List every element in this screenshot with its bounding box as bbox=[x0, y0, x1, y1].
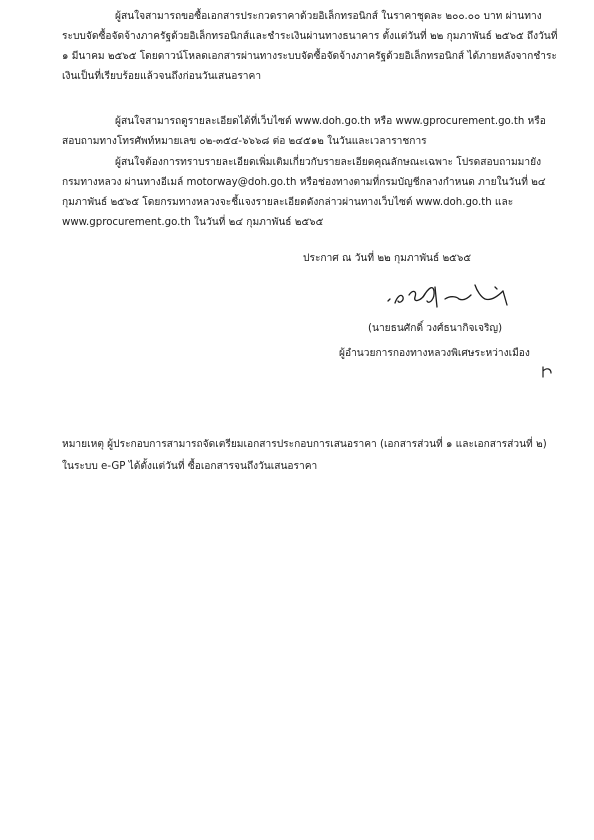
note-line-2: ในระบบ e-GP ได้ตั้งแต่วันที่ ซื้อเอกสารจนถึงวันเสนอราคา bbox=[62, 461, 318, 472]
signer-title: ผู้อำนวยการกองทางหลวงพิเศษระหว่างเมือง bbox=[339, 348, 530, 359]
paragraph-1-line-1: ผู้สนใจสามารถขอซื้อเอกสารประกวดราคาด้วยอิเล็กทรอนิกส์ ในราคาชุดละ ๒๐๐.๐๐ บาท ผ่านทาง bbox=[115, 11, 542, 22]
paragraph-2-line-1: ผู้สนใจสามารถดูรายละเอียดได้ที่เว็บไซต์ www.doh.go.th หรือ www.gprocurement.go.th หรือ bbox=[115, 116, 546, 127]
paragraph-3-line-1: ผู้สนใจต้องการทราบรายละเอียดเพิ่มเติมเกี่ยวกับรายละเอียดคุณลักษณะเฉพาะ โปรดสอบถามมายัง bbox=[115, 157, 542, 168]
note-line-1: หมายเหตุ ผู้ประกอบการสามารถจัดเตรียมเอกสารประกอบการเสนอราคา (เอกสารส่วนที่ ๑ และเอกสารส่วนที่ ๒) bbox=[62, 439, 547, 450]
paragraph-1-line-4: เงินเป็นที่เรียบร้อยแล้วจนถึงก่อนวันเสนอราคา bbox=[62, 71, 262, 82]
paragraph-3-line-2: กรมทางหลวง ผ่านทางอีเมล์ motorway@doh.go.th หรือช่องทางตามที่กรมบัญชีกลางกำหนด ภายในวันที่ ๒๔ bbox=[62, 177, 546, 188]
signature-image bbox=[385, 277, 535, 315]
paragraph-1-line-2: ระบบจัดซื้อจัดจ้างภาครัฐด้วยอิเล็กทรอนิกส์และชำระเงินผ่านทางธนาคาร ตั้งแต่วันที่ ๒๒ กุมภาพันธ์ ๒๕๖๕ ถึงวันที่ bbox=[62, 31, 558, 42]
paragraph-3-line-3: กุมภาพันธ์ ๒๕๖๕ โดยกรมทางหลวงจะชี้แจงรายละเอียดดังกล่าวผ่านทางเว็บไซต์ www.doh.go.th และ bbox=[62, 197, 514, 208]
paragraph-1-line-3: ๑ มีนาคม ๒๕๖๕ โดยดาวน์โหลดเอกสารผ่านทางระบบจัดซื้อจัดจ้างภาครัฐด้วยอิเล็กทรอนิกส์ ได้ภายหลังจากชำระ bbox=[62, 51, 557, 62]
paragraph-3-line-4: www.gprocurement.go.th ในวันที่ ๒๔ กุมภาพันธ์ ๒๕๖๕ bbox=[62, 217, 324, 228]
announce-date: ประกาศ ณ วันที่ ๒๒ กุมภาพันธ์ ๒๕๖๕ bbox=[303, 253, 472, 264]
paragraph-2-line-2: สอบถามทางโทรศัพท์หมายเลข ๐๒-๓๕๔-๖๖๖๘ ต่อ ๒๔๕๑๒ ในวันและเวลาราชการ bbox=[62, 136, 427, 147]
signer-name: (นายธนศักดิ์ วงศ์ธนากิจเจริญ) bbox=[368, 323, 503, 334]
initial-mark bbox=[541, 365, 555, 379]
